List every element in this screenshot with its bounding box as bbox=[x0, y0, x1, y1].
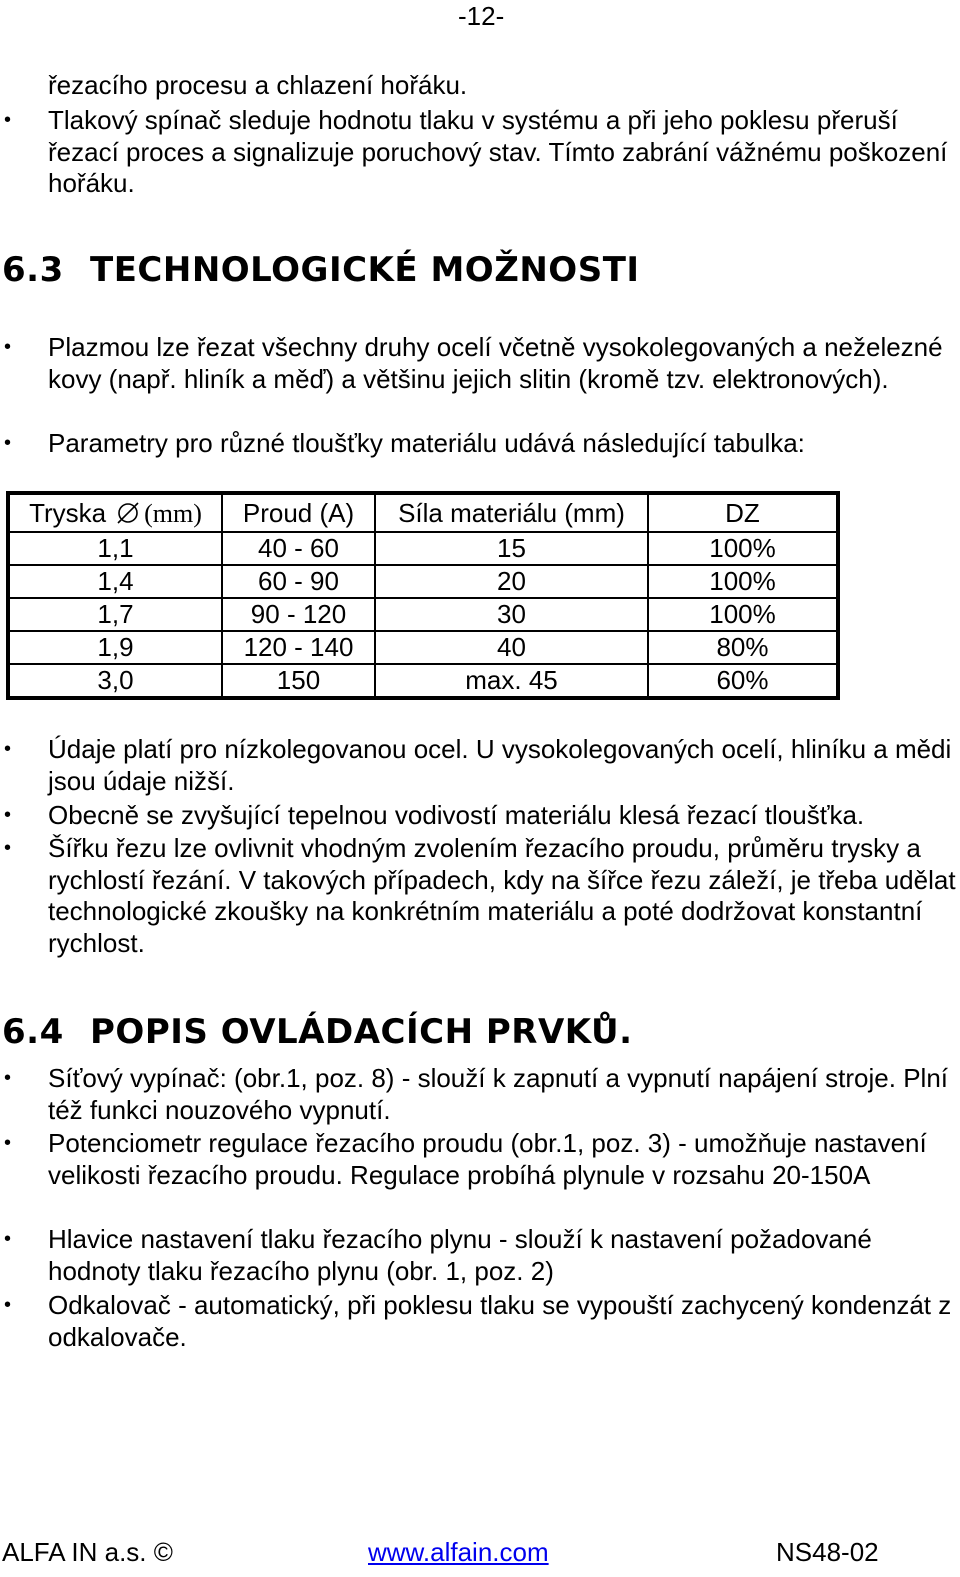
table-cell: 1,9 bbox=[8, 631, 222, 664]
bullet-icon: • bbox=[4, 109, 12, 131]
table-row bbox=[8, 532, 838, 565]
bullet-text: Odkalovač - automatický, při poklesu tlaku se vypouští zachycený kondenzát z odkalovače. bbox=[48, 1290, 952, 1352]
table-cell: 100% bbox=[648, 565, 838, 598]
bullet-text: Šířku řezu lze ovlivnit vhodným zvolením řezacího proudu, průměru trysky a rychlostí řezání. V takových případech, kdy na šířce řezu záleží, je třeba udělat technologické zkoušky na konkrétním materiálu a poté dodržovat konstantní rychlost. bbox=[48, 833, 956, 958]
table-row bbox=[8, 598, 838, 631]
table-row bbox=[8, 631, 838, 664]
bullet-icon: • bbox=[4, 1132, 12, 1154]
section-heading-6-4 bbox=[2, 1012, 633, 1052]
header-unit: (mm) bbox=[144, 498, 202, 528]
table-cell: 40 bbox=[375, 631, 648, 664]
header-label: Tryska bbox=[29, 497, 107, 528]
table-cell: 30 bbox=[375, 598, 648, 631]
bullet-icon: • bbox=[4, 1294, 12, 1316]
table-cell: 100% bbox=[648, 598, 838, 631]
table-cell: 90 - 120 bbox=[222, 598, 375, 631]
section-number: 6.3 bbox=[2, 250, 64, 290]
table-cell: 15 bbox=[375, 532, 648, 565]
table-cell: 150 bbox=[222, 664, 375, 698]
column-header-current: Proud (A) bbox=[222, 493, 375, 532]
footer-company: ALFA IN a.s. © bbox=[2, 1537, 173, 1567]
intro-line: řezacího procesu a chlazení hořáku. bbox=[48, 70, 468, 100]
table-cell: 40 - 60 bbox=[222, 532, 375, 565]
table-cell: 60% bbox=[648, 664, 838, 698]
bullet-text: Plazmou lze řezat všechny druhy ocelí včetně vysokolegovaných a neželezné kovy (např. hliník a měď) a většinu jejich slitin (kromě tzv. elektronových). bbox=[48, 332, 943, 394]
parameters-table bbox=[6, 491, 840, 700]
table-cell: 3,0 bbox=[8, 664, 222, 698]
column-header-thickness: Síla materiálu (mm) bbox=[375, 493, 648, 532]
table-cell: 1,1 bbox=[8, 532, 222, 565]
bullet-icon: • bbox=[4, 738, 12, 760]
bullet-text: Síťový vypínač: (obr.1, poz. 8) - slouží k zapnutí a vypnutí napájení stroje. Plní též funkci nouzového vypnutí. bbox=[48, 1063, 948, 1125]
section-title: POPIS OVLÁDACÍCH PRVKŮ. bbox=[90, 1012, 633, 1052]
table-cell: 20 bbox=[375, 565, 648, 598]
bullet-text: Údaje platí pro nízkolegovanou ocel. U vysokolegovaných ocelí, hliníku a mědi jsou údaje nižší. bbox=[48, 734, 952, 796]
bullet-icon: • bbox=[4, 336, 12, 358]
table-cell: 1,4 bbox=[8, 565, 222, 598]
table-cell: max. 45 bbox=[375, 664, 648, 698]
page-number: -12- bbox=[458, 1, 505, 31]
bullet-icon: • bbox=[4, 1228, 12, 1250]
table-cell: 120 - 140 bbox=[222, 631, 375, 664]
table-header-row bbox=[8, 493, 838, 532]
table-row bbox=[8, 664, 838, 698]
section-title: TECHNOLOGICKÉ MOŽNOSTI bbox=[90, 250, 640, 290]
bullet-text: Hlavice nastavení tlaku řezacího plynu - slouží k nastavení požadované hodnoty tlaku řezacího plynu (obr. 1, poz. 2) bbox=[48, 1224, 872, 1286]
bullet-icon: • bbox=[4, 804, 12, 826]
section-number: 6.4 bbox=[2, 1012, 64, 1052]
bullet-icon: • bbox=[4, 1067, 12, 1089]
column-header-dz: DZ bbox=[648, 493, 838, 532]
bullet-text: Tlakový spínač sleduje hodnotu tlaku v systému a při jeho poklesu přeruší řezací proces a signalizuje poruchový stav. Tímto zabrání vážnému poškození hořáku. bbox=[48, 105, 948, 198]
column-header-nozzle bbox=[8, 493, 222, 532]
section-heading-6-3 bbox=[2, 250, 640, 290]
footer-website-link[interactable]: www.alfain.com bbox=[368, 1537, 549, 1567]
bullet-text: Obecně se zvyšující tepelnou vodivostí materiálu klesá řezací tloušťka. bbox=[48, 800, 865, 830]
table-row bbox=[8, 565, 838, 598]
table-cell: 1,7 bbox=[8, 598, 222, 631]
bullet-icon: • bbox=[4, 837, 12, 859]
diameter-icon bbox=[116, 501, 140, 525]
bullet-icon: • bbox=[4, 432, 12, 454]
bullet-text: Parametry pro různé tloušťky materiálu udává následující tabulka: bbox=[48, 428, 805, 458]
bullet-text: Potenciometr regulace řezacího proudu (obr.1, poz. 3) - umožňuje nastavení velikosti řezacího proudu. Regulace probíhá plynule v rozsahu 20-150A bbox=[48, 1128, 927, 1190]
table-cell: 60 - 90 bbox=[222, 565, 375, 598]
table-cell: 100% bbox=[648, 532, 838, 565]
table-cell: 80% bbox=[648, 631, 838, 664]
footer-doc-code: NS48-02 bbox=[776, 1537, 879, 1567]
